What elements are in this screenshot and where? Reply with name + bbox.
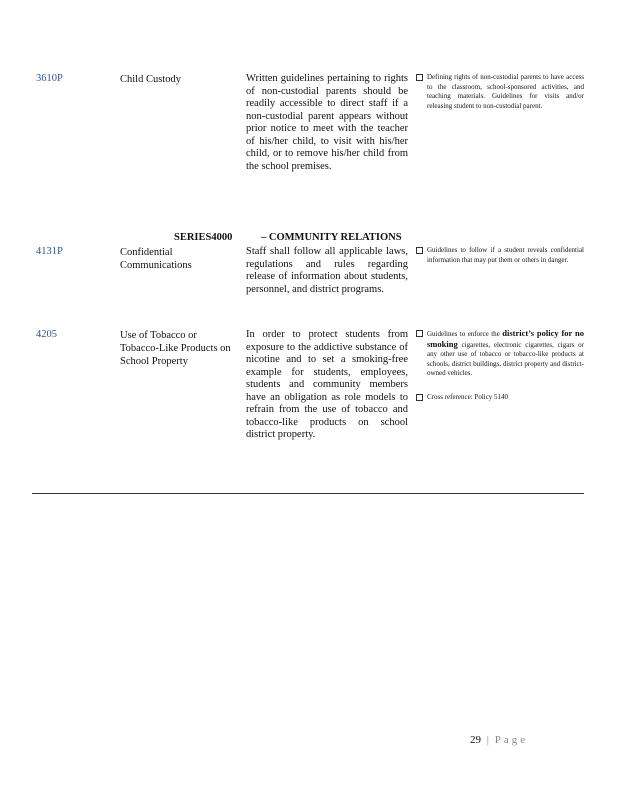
- policy-notes: [416, 246, 584, 274]
- series-heading: [32, 232, 584, 246]
- policy-title: Child Custody: [120, 74, 181, 85]
- note-text: Guidelines to follow if a student reveals confidential information that may put them or others in danger.: [427, 246, 584, 264]
- policy-title: Confidential Communications: [120, 247, 192, 271]
- cross-reference: Cross reference: Policy 5140: [427, 392, 509, 401]
- footer-separator: |: [486, 734, 489, 746]
- checkbox-bullet-icon: [416, 74, 423, 81]
- note-text: [427, 329, 584, 379]
- policy-description: In order to protect students from exposure to the addictive substance of nicotine and to set a smoking-free example for students, employees, students and community members have an obligation as role models to refrain from the use of tobacco and tobacco-like products on school district property.: [246, 329, 408, 440]
- note-text: Defining rights of non-custodial parents to have access to the classroom, school-sponsored activities, and teaching materials. Guidelines for visits and/or releasing student to non-custodial parent.: [427, 73, 584, 110]
- page-footer: [470, 734, 528, 746]
- checkbox-bullet-icon: [416, 330, 423, 337]
- policy-notes: [416, 73, 584, 120]
- policy-code: 4205: [36, 329, 57, 340]
- page-number: 29: [470, 734, 481, 746]
- checkbox-bullet-icon: [416, 247, 423, 254]
- policy-code: 4131P: [36, 246, 63, 257]
- note-bullet: [416, 73, 584, 111]
- footer-page-label: Page: [494, 734, 529, 746]
- note-rest: cigarettes, electronic cigarettes, cigars or any other use of tobacco or tobacco-like products at schools, district buildings, district property and district-owned vehicles.: [427, 340, 585, 377]
- cross-reference-bullet: [416, 393, 584, 403]
- policy-description: Staff shall follow all applicable laws, regulations and rules regarding release of information about students, personnel, and district programs.: [246, 246, 408, 295]
- series-title: – COMMUNITY RELATIONS: [261, 232, 402, 243]
- checkbox-bullet-icon: [416, 394, 423, 401]
- policy-description: Written guidelines pertaining to rights of non-custodial parents should be readily accessible to direct staff if a non-custodial parent appears without prior notice to meet with the teacher of his/her child, to visit with his/her child, or to remove his/her child from the school premises.: [246, 73, 408, 172]
- note-lead: Guidelines to enforce the: [427, 330, 500, 338]
- policy-code: 3610P: [36, 73, 63, 84]
- table-bottom-rule: [32, 493, 584, 494]
- policy-notes: [416, 329, 584, 411]
- policy-row-3610p: [32, 73, 584, 228]
- policy-title: Use of Tobacco or Tobacco-Like Products on School Property: [120, 330, 231, 367]
- policy-row-4205: [32, 329, 584, 491]
- note-bullet: [416, 246, 584, 265]
- note-bullet: [416, 329, 584, 379]
- policy-row-4131p: [32, 246, 584, 326]
- series-number: SERIES4000: [174, 232, 233, 243]
- note-emphasis: district’s policy for no smoking: [427, 328, 584, 349]
